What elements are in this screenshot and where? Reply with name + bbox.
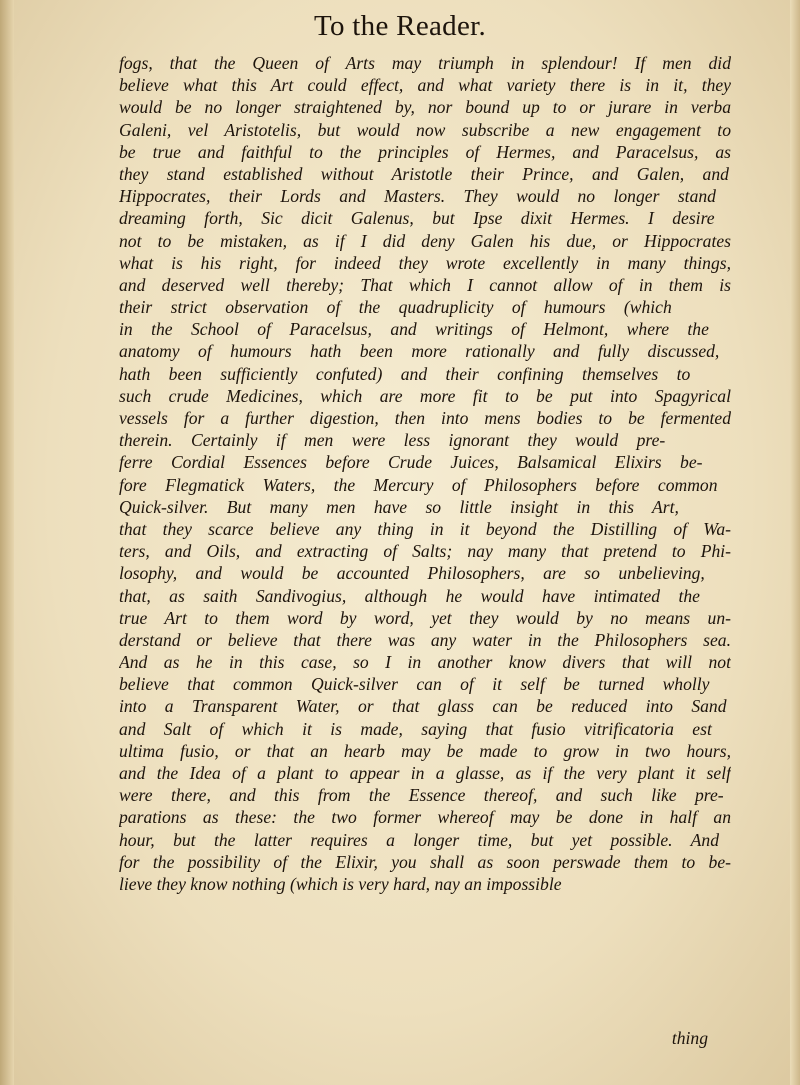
text-line: and Salt of which it is made, saying that fusio vitrificatoria est: [119, 718, 712, 739]
text-line: Quick-silver. But many men have so little insight in this Art,: [119, 496, 679, 517]
text-line: that, as saith Sandivogius, although he would have intimated the: [119, 585, 700, 606]
text-line: and deserved well thereby; That which I cannot allow of in them is: [119, 274, 731, 295]
catchword: thing: [671, 1028, 708, 1048]
text-line: and the Idea of a plant to appear in a glasse, as if the very plant it self: [119, 763, 731, 783]
text-line: into a Transparent Water, or that glass can be reduced into Sand: [119, 696, 727, 717]
text-line: Hippocrates, their Lords and Masters. They would no longer stand: [119, 186, 716, 207]
body-text: [119, 52, 731, 895]
text-line: therein. Certainly if men were less ignorant they would pre-: [119, 430, 666, 451]
text-line: vessels for a further digestion, then into mens bodies to be fermented: [119, 408, 731, 428]
text-line: such crude Medicines, which are more fit to be put into Spagyrical: [119, 385, 731, 406]
page-edge: [790, 0, 800, 1085]
text-line: fore Flegmatick Waters, the Mercury of Philosophers before common: [119, 474, 718, 495]
text-line: lieve they know nothing (which is very hard, nay an impossible: [119, 873, 562, 894]
text-line: would be no longer straightened by, nor bound up to or jurare in verba: [119, 97, 731, 118]
page-gutter: [0, 0, 14, 1085]
text-line: what is his right, for indeed they wrote excellently in many things,: [119, 252, 731, 273]
text-line: fogs, that the Queen of Arts may triumph in splendour! If men did: [119, 53, 731, 73]
text-line: ters, and Oils, and extracting of Salts; nay many that pretend to Phi-: [119, 541, 731, 562]
text-line: their strict observation of the quadruplicity of humours (which: [119, 297, 672, 318]
text-line: And as he in this case, so I in another know divers that will not: [119, 652, 731, 673]
text-line: dreaming forth, Sic dicit Galenus, but Ipse dixit Hermes. I desire: [119, 208, 715, 229]
text-line: losophy, and would be accounted Philosophers, are so unbelieving,: [119, 563, 705, 584]
text-line: parations as these: the two former whereof may be done in half an: [119, 807, 731, 828]
text-line: they stand established without Aristotle their Prince, and Galen, and: [119, 163, 729, 184]
text-line: in the School of Paracelsus, and writings of Helmont, where the: [119, 319, 709, 340]
text-line: be true and faithful to the principles of Hermes, and Paracelsus, as: [119, 141, 731, 162]
text-line: ferre Cordial Essences before Crude Juices, Balsamical Elixirs be-: [119, 452, 703, 473]
text-line: hath been sufficiently confuted) and their confining themselves to: [119, 363, 691, 384]
text-line: anatomy of humours hath been more rationally and fully discussed,: [119, 341, 720, 362]
text-line: Galeni, vel Aristotelis, but would now subscribe a new engagement to: [119, 119, 731, 140]
text-line: ultima fusio, or that an hearb may be made to grow in two hours,: [119, 740, 731, 761]
text-line: not to be mistaken, as if I did deny Galen his due, or Hippocrates: [119, 230, 731, 251]
text-line: were there, and this from the Essence thereof, and such like pre-: [119, 785, 724, 806]
running-head: To the Reader.: [313, 10, 487, 42]
text-line: that they scarce believe any thing in it beyond the Distilling of Wa-: [119, 518, 731, 539]
text-line: true Art to them word by word, yet they would by no means un-: [119, 607, 731, 628]
text-line: for the possibility of the Elixir, you shall as soon perswade them to be-: [119, 851, 731, 872]
text-line: believe what this Art could effect, and what variety there is in it, they: [119, 75, 731, 96]
text-line: derstand or believe that there was any water in the Philosophers sea.: [119, 629, 731, 650]
text-line: believe that common Quick-silver can of it self be turned wholly: [119, 674, 710, 695]
text-line: hour, but the latter requires a longer time, but yet possible. And: [119, 829, 719, 850]
